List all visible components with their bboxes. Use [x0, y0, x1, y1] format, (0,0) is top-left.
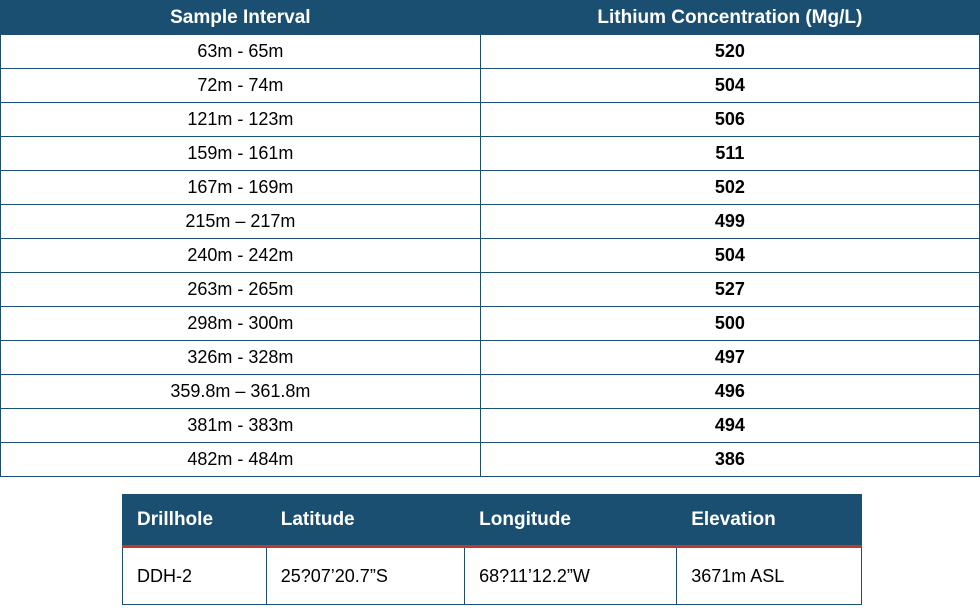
collar-table-header	[123, 495, 862, 547]
table-row	[1, 69, 980, 103]
cell-lithium-concentration: 520	[480, 35, 979, 69]
cell-sample-interval: 298m - 300m	[1, 307, 481, 341]
assay-table-header	[1, 1, 980, 35]
cell-lithium-concentration: 500	[480, 307, 979, 341]
cell-sample-interval: 359.8m – 361.8m	[1, 375, 481, 409]
cell-sample-interval: 72m - 74m	[1, 69, 481, 103]
table-row	[1, 35, 980, 69]
cell-lithium-concentration: 506	[480, 103, 979, 137]
table-row	[1, 137, 980, 171]
assay-header-lithium-concentration: Lithium Concentration (Mg/L)	[480, 1, 979, 35]
cell-lithium-concentration: 504	[480, 69, 979, 103]
assay-header-row	[1, 1, 980, 35]
cell-lithium-concentration: 502	[480, 171, 979, 205]
table-row	[1, 375, 980, 409]
cell-elevation: 3671m ASL	[677, 547, 862, 605]
table-row	[1, 103, 980, 137]
collar-table-container	[122, 494, 862, 605]
cell-sample-interval: 263m - 265m	[1, 273, 481, 307]
cell-lithium-concentration: 386	[480, 443, 979, 477]
table-row	[1, 409, 980, 443]
table-row	[1, 239, 980, 273]
collar-header-latitude: Latitude	[266, 495, 464, 547]
cell-lithium-concentration: 494	[480, 409, 979, 443]
cell-lithium-concentration: 527	[480, 273, 979, 307]
drillhole-collar-table	[122, 494, 862, 605]
cell-lithium-concentration: 504	[480, 239, 979, 273]
cell-sample-interval: 121m - 123m	[1, 103, 481, 137]
cell-sample-interval: 167m - 169m	[1, 171, 481, 205]
table-row	[1, 205, 980, 239]
cell-latitude: 25?07’20.7”S	[266, 547, 464, 605]
cell-sample-interval: 215m – 217m	[1, 205, 481, 239]
cell-lithium-concentration: 497	[480, 341, 979, 375]
cell-sample-interval: 63m - 65m	[1, 35, 481, 69]
collar-header-drillhole: Drillhole	[123, 495, 267, 547]
collar-header-row	[123, 495, 862, 547]
assay-table-body	[1, 35, 980, 477]
cell-sample-interval: 240m - 242m	[1, 239, 481, 273]
table-row	[1, 171, 980, 205]
table-row	[1, 273, 980, 307]
cell-sample-interval: 381m - 383m	[1, 409, 481, 443]
cell-lithium-concentration: 496	[480, 375, 979, 409]
table-row	[123, 547, 862, 605]
collar-table-body	[123, 547, 862, 605]
table-row	[1, 307, 980, 341]
table-row	[1, 341, 980, 375]
cell-sample-interval: 326m - 328m	[1, 341, 481, 375]
cell-sample-interval: 159m - 161m	[1, 137, 481, 171]
assay-header-sample-interval: Sample Interval	[1, 1, 481, 35]
cell-lithium-concentration: 499	[480, 205, 979, 239]
collar-header-longitude: Longitude	[465, 495, 677, 547]
table-row	[1, 443, 980, 477]
cell-drillhole: DDH-2	[123, 547, 267, 605]
cell-lithium-concentration: 511	[480, 137, 979, 171]
cell-sample-interval: 482m - 484m	[1, 443, 481, 477]
collar-header-elevation: Elevation	[677, 495, 862, 547]
cell-longitude: 68?11’12.2”W	[465, 547, 677, 605]
